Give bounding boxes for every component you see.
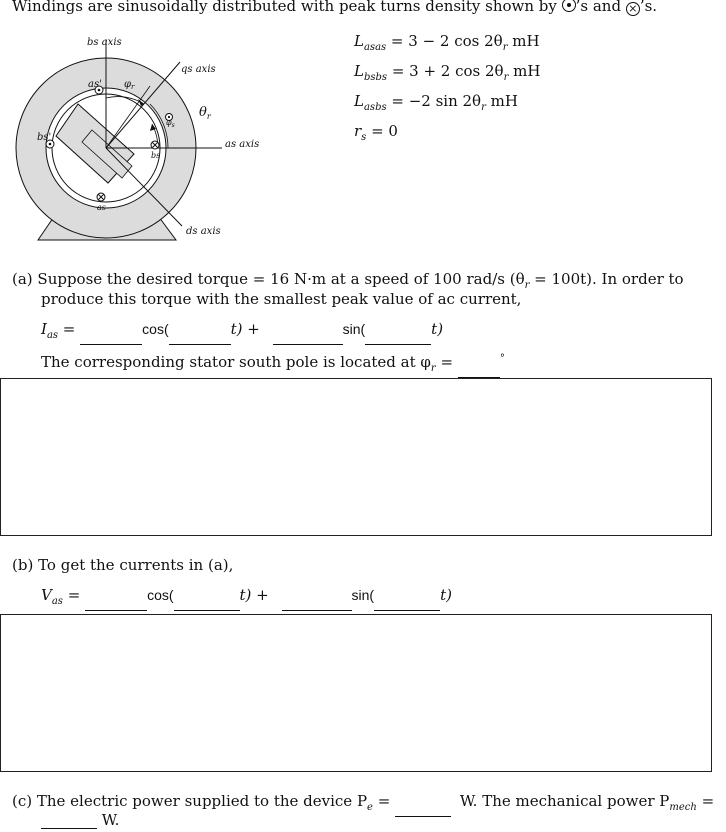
part-c-line1: (c) The electric power supplied to the device $P_e = W$. The mechanical power $P_{mech}$ = xyxy=(12,792,714,817)
part-a-line1: (a) Suppose the desired torque = 16 N·m at a speed of 100 rad/s $(\theta_r = 100t)$. In order to xyxy=(12,270,684,291)
vas-cos-amplitude-blank[interactable] xyxy=(85,596,147,611)
ds-axis-label: ds axis xyxy=(186,226,221,237)
part-a-pole-line: The corresponding stator south pole is located at $\varphi_r = ^\circ$ xyxy=(41,350,505,378)
part-a-line2: produce this torque with the smallest peak value of ac current, xyxy=(41,290,522,308)
as-label: as xyxy=(97,203,106,212)
equation-rs: $r_s = 0$ xyxy=(354,122,398,143)
ias-sin-frequency-blank[interactable] xyxy=(365,330,431,345)
phi-r-label: $\varphi_r$ xyxy=(124,79,135,91)
answer-box-b[interactable] xyxy=(0,614,712,772)
bs-axis-label: bs axis xyxy=(87,37,122,48)
qs-axis-label: qs axis xyxy=(181,64,216,75)
equation-lasas: $L_{asas} = 3 - 2$ $\cos 2\theta_r$ mH xyxy=(354,32,540,53)
part-c-line2: W. xyxy=(41,811,119,829)
as-conductor-icon xyxy=(97,193,105,201)
ias-cos-amplitude-blank[interactable] xyxy=(80,330,142,345)
equation-lasbs: $L_{asbs} = -2$ $\sin 2\theta_r$ mH xyxy=(354,92,518,113)
as-axis-label: as axis xyxy=(225,139,260,150)
cross-symbol-icon: × xyxy=(626,2,640,16)
phi-s-label: $\varphi_s$ xyxy=(166,118,175,129)
part-b-line1: (b) To get the currents in (a), xyxy=(12,556,234,574)
answer-box-a[interactable] xyxy=(0,378,712,536)
as-prime-label: as' xyxy=(88,79,102,90)
part-b-vas-line: $V_{as} = \cos$( t) + sin( t) xyxy=(41,586,452,611)
equation-lbsbs: $L_{bsbs} = 3 + 2$ $\cos 2\theta_r$ mH xyxy=(354,62,541,83)
vas-sin-amplitude-blank[interactable] xyxy=(282,596,352,611)
bs-label: bs xyxy=(151,151,161,160)
theta-r-label: $\theta_r$ xyxy=(199,105,211,121)
ias-sin-amplitude-blank[interactable] xyxy=(273,330,343,345)
bs-conductor-icon xyxy=(151,141,159,149)
part-a-ias-line: $I_{as} = \cos$( t) + sin( t) xyxy=(41,320,443,345)
bs-prime-label: bs' xyxy=(37,132,52,143)
mechanical-power-blank[interactable] xyxy=(41,814,97,829)
machine-diagram xyxy=(0,28,330,250)
vas-cos-frequency-blank[interactable] xyxy=(174,596,240,611)
dot-symbol-icon xyxy=(562,0,576,12)
vas-sin-frequency-blank[interactable] xyxy=(374,596,440,611)
pole-angle-blank[interactable] xyxy=(458,363,500,378)
electric-power-blank[interactable] xyxy=(395,802,451,817)
ias-cos-frequency-blank[interactable] xyxy=(169,330,231,345)
header-text: Windings are sinusoidally distributed with peak turns density shown by ’s and × ’s. xyxy=(12,0,658,15)
